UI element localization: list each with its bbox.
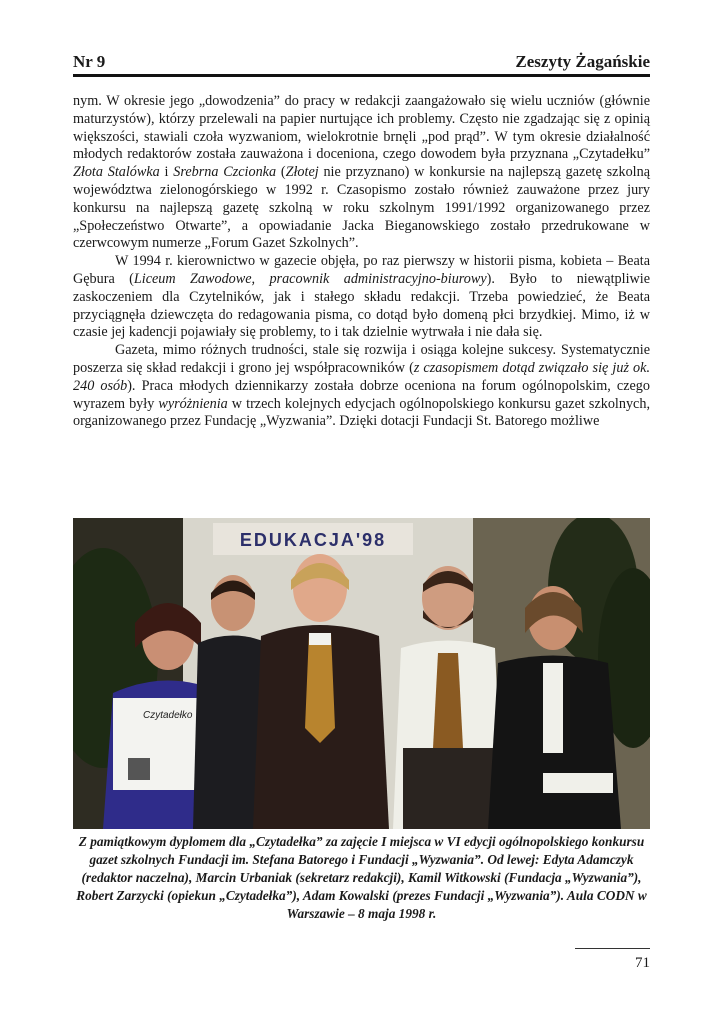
text-segment: w trzech kolejnych edycjach ogólnopolskiego konkursu gazet szkolnych, organizowanego przez Fundację „Wyzwania”. Dzięki dotacji Fundacji St. Batorego możliwe xyxy=(73,395,650,430)
text-segment: i xyxy=(159,164,174,181)
photo-caption: Z pamiątkowym dyplomem dla „Czytadełka” za zajęcie I miejsca w VI edycji ogólnopolskiego konkursu gazet szkolnych Fundacji im. Stefana Batorego i Fundacji „Wyzwania”. Od lewej: Edyta Adamczyk (redaktor naczelna), Marcin Urbaniak (sekretarz redakcji), Kamil Witkowski (Fundacja „Wyzwania”), Robert Zarzycki (opiekun „Czytadełka”), Adam Kowalski (prezes Fundacji „Wyzwania”). Aula CODN w Warszawie – 8 maja 1998 r. xyxy=(76,834,647,921)
diploma-text: Czytadełko xyxy=(143,710,193,721)
italic-segment: Złotej xyxy=(285,164,319,181)
journal-title: Zeszyty Żagańskie xyxy=(515,52,650,71)
group-photo xyxy=(73,518,650,829)
article-body xyxy=(73,93,650,431)
italic-segment: Liceum Zawodowe, pracownik administracyjno-biurowy xyxy=(133,270,487,287)
paragraph xyxy=(73,342,650,431)
paragraph xyxy=(73,93,650,253)
text-segment: nie przyznano) w konkursie na najlepszą gazetę szkolną województwa zielonogórskiego w 1992 r. Czasopismo zostało również zauważone przez jury konkursu na najlepszą gazetę szkolną w roku szkolnym 1991/1992 organizowanego przez „Społeczeństwo Otwarte”, a opowiadanie Jacka Bieganowskiego zostało przedrukowane w czerwcowym numerze „Forum Gazet Szkolnych”. xyxy=(73,164,651,252)
italic-segment: z czasopismem dotąd związało się już ok. 240 osób xyxy=(73,359,650,394)
text-segment: W 1994 r. kierownictwo w gazecie objęła, po raz pierwszy w historii pisma, kobieta – Beata Gębura ( xyxy=(73,253,650,287)
banner-text: EDUKACJA'98 xyxy=(239,530,387,550)
italic-segment: Srebrna Czcionka xyxy=(173,164,277,181)
issue-number: Nr 9 xyxy=(73,52,106,71)
italic-segment: Złota Stalówka xyxy=(73,164,160,181)
running-header xyxy=(73,52,650,74)
text-segment: nym. W okresie jego „dowodzenia” do pracy w redakcji zaangażowało się wielu uczniów (głównie maturzystów), którzy przelewali na papier nurtujące ich problemy. Często nie zgadzając się z opinią większości, stawiali czoła wyzwaniom, wielokrotnie brnęli „pod prąd”. W tym okresie działalność młodych redaktorów została zauważona i doceniona, czego dowodem była przyznana „Czytadełku” xyxy=(73,93,650,163)
text-segment: ( xyxy=(276,164,286,181)
footer-rule xyxy=(575,948,650,949)
text-segment: ). Było to niewątpliwie zaskoczeniem dla Czytelników, jak i stałego składu redakcji. Trzeba powiedzieć, że Beata przyciągnęła dziewczęta do redagowania pisma, co dotąd było domeną płci brzydkiej. Mimo, iż w czasie jej kadencji pojawiały się problemy, to i tak dzielnie wytrwała i nie dała się. xyxy=(73,270,650,341)
header-rule xyxy=(73,74,650,77)
text-segment: ). Praca młodych dziennikarzy została dobrze oceniona na forum ogólnopolskim, czego wyrazem były xyxy=(73,377,650,412)
page-number: 71 xyxy=(635,955,650,971)
text-segment: Gazeta, mimo różnych trudności, stale się rozwija i osiąga kolejne sukcesy. Systematycznie poszerza się skład redakcji i grono jej współpracowników ( xyxy=(73,342,650,376)
paragraph xyxy=(73,253,650,342)
italic-segment: wyróżnienia xyxy=(158,395,228,412)
